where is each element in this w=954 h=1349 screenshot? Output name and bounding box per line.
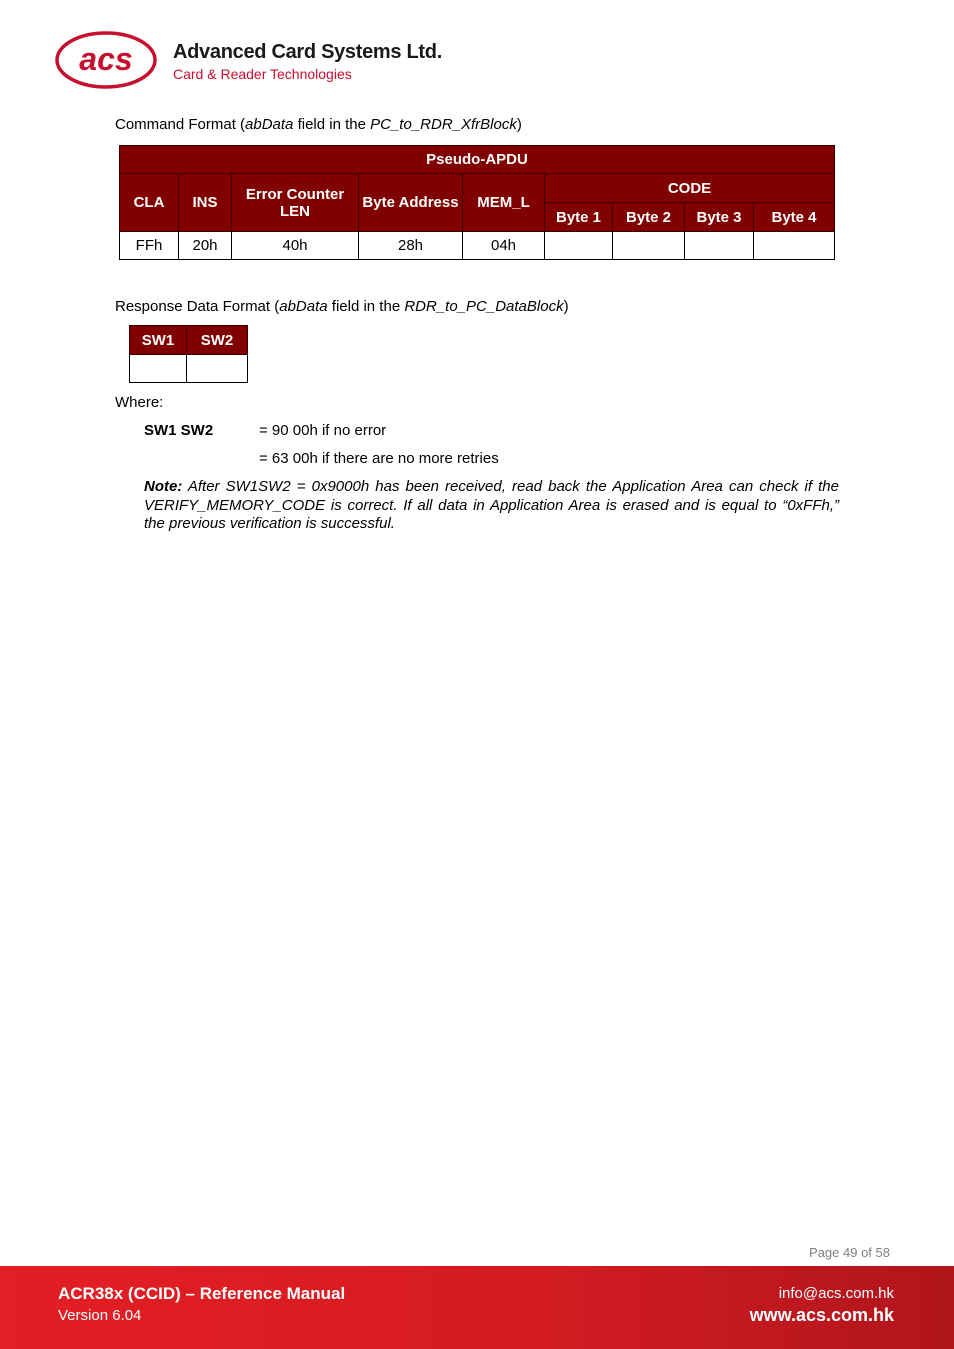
contact-email[interactable]: info@acs.com.hk [778,1285,894,1302]
cell-ins: 20h [179,232,232,260]
where-label: Where: [115,394,164,411]
company-name: Advanced Card Systems Ltd. [173,41,442,63]
logo-wordmark: acs [79,41,133,77]
cell-sw1 [130,355,187,383]
table-row [130,355,248,383]
company-logo [55,30,475,94]
cell-byte-4 [754,232,835,260]
cell-byte-3 [685,232,754,260]
definition-value-1: = 90 00h if no error [259,422,387,439]
header-cla: CLA [120,174,179,232]
header-byte-3: Byte 3 [685,203,754,232]
header-byte-1: Byte 1 [545,203,613,232]
cell-cla: FFh [120,232,179,260]
note-text: After SW1SW2 = 0x9000h has been received, read back the Application Area can check if the VERIFY_MEMORY_CODE is correct. If all data in Application Area is erased and is equal to “0xFFh,” the previous verification is successful. [144,478,839,532]
acs-logo-icon [55,30,159,90]
note-label: Note: [144,478,183,495]
website-link[interactable]: www.acs.com.hk [749,1305,894,1325]
response-format-caption: Response Data Format (abData field in the RDR_to_PC_DataBlock) [115,298,569,315]
header-byte-address: Byte Address [359,174,463,232]
definition-value-2: = 63 00h if there are no more retries [259,450,499,467]
header-byte-2: Byte 2 [613,203,685,232]
cell-byte-1 [545,232,613,260]
cell-sw2 [187,355,248,383]
page-footer [0,1266,954,1349]
note-paragraph [144,478,839,534]
header-mem-l: MEM_L [463,174,545,232]
table-row [120,232,835,260]
pseudo-apdu-table [119,145,835,260]
header-error-counter-len: Error Counter LEN [232,174,359,232]
document-version: Version 6.04 [58,1307,142,1324]
table-title: Pseudo-APDU [120,146,835,174]
header-ins: INS [179,174,232,232]
header-sw2: SW2 [187,326,248,355]
document-title: ACR38x (CCID) – Reference Manual [58,1284,346,1303]
cell-byte-2 [613,232,685,260]
header-sw1: SW1 [130,326,187,355]
header-code: CODE [545,174,835,203]
company-tagline: Card & Reader Technologies [173,66,352,82]
page-number: Page 49 of 58 [809,1245,890,1260]
cell-error-counter-len: 40h [232,232,359,260]
definition-term: SW1 SW2 [144,422,214,439]
response-table [129,325,248,383]
header-byte-4: Byte 4 [754,203,835,232]
command-format-caption: Command Format (abData field in the PC_to_RDR_XfrBlock) [115,116,522,133]
cell-byte-address: 28h [359,232,463,260]
cell-mem-l: 04h [463,232,545,260]
